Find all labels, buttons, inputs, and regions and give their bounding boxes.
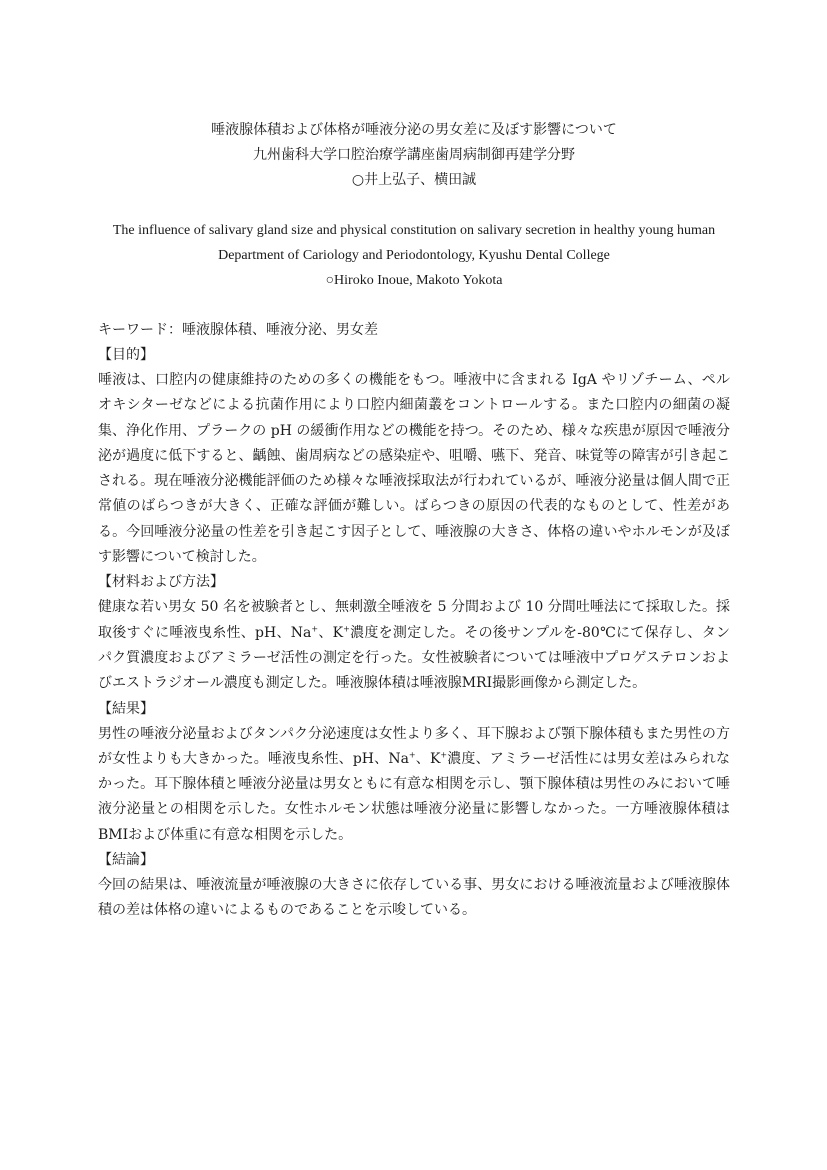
results-body: 男性の唾液分泌量およびタンパク分泌速度は女性より多く、耳下腺および顎下腺体積もまた男性の方が女性よりも大きかった。唾液曳糸性、pH、Na+、K+濃度、アミラーゼ活性には男女差はみられなかった。耳下腺体積と唾液分泌量は男女ともに有意な相関を示し、顎下腺体積は男性のみにおいて唾液分泌量との相関を示した。女性ホルモン状態は唾液分泌量に影響しなかった。一方唾液腺体積はBMIおよび体重に有意な相関を示した。 <box>98 725 730 843</box>
results-heading: 【結果】 <box>98 700 154 717</box>
methods-body: 健康な若い男女 50 名を被験者とし、無刺激全唾液を 5 分間および 10 分間吐唾法にて採取した。採取後すぐに唾液曳糸性、pH、Na+、K+濃度を測定した。その後サンプルを-80℃にて保存し、タンパク質濃度およびアミラーゼ活性の測定を行った。女性被験者については唾液中プロゲステロンおよびエストラジオール濃度も測定した。唾液腺体積は唾液腺MRI撮影画像から測定した。 <box>98 599 730 692</box>
authors-en: ○Hiroko Inoue, Makoto Yokota <box>325 273 503 288</box>
conclusion-body: 今回の結果は、唾液流量が唾液腺の大きさに依存している事、男女における唾液流量および唾液腺体積の差は体格の違いによるものであることを示唆している。 <box>98 877 730 919</box>
keywords: キーワード：唾液腺体積、唾液分泌、男女差 <box>98 322 378 338</box>
title-en: The influence of salivary gland size and physical constitution on salivary secretion in healthy young human <box>112 223 716 238</box>
methods-heading: 【材料および方法】 <box>98 574 224 591</box>
affiliation-ja: 九州歯科大学口腔治療学講座歯周病制御再建学分野 <box>253 147 575 163</box>
purpose-heading: 【目的】 <box>98 347 154 363</box>
conclusion-heading: 【結論】 <box>98 852 154 869</box>
title-ja: 唾液腺体積および体格が唾液分泌の男女差に及ぼす影響について <box>211 122 617 138</box>
authors-ja: ○井上弘子、横田誠 <box>351 172 477 188</box>
abstract-page <box>98 118 730 924</box>
purpose-body: 唾液は、口腔内の健康維持のための多くの機能をもつ。唾液中に含まれる IgA やリゾチーム、ペルオキシターゼなどによる抗菌作用により口腔内細菌叢をコントロールする。また口腔内の細菌の凝集、浄化作用、プラークの pH の緩衝作用などの機能を持つ。そのため、様々な疾患が原因で唾液分泌が過度に低下すると、齲蝕、歯周病などの感染症や、咀嚼、嚥下、発音、味覚等の障害が引き起こされる。現在唾液分泌機能評価のため様々な唾液採取法が行われているが、唾液分泌量は個人間で正常値のばらつきが大きく、正確な評価が難しい。ばらつきの原因の代表的なものとして、性差がある。今回唾液分泌量の性差を引き起こす因子として、唾液腺の大きさ、体格の違いやホルモンが及ぼす影響について検討した。 <box>98 372 730 566</box>
affiliation-en: Department of Cariology and Periodontology, Kyushu Dental College <box>218 248 610 263</box>
